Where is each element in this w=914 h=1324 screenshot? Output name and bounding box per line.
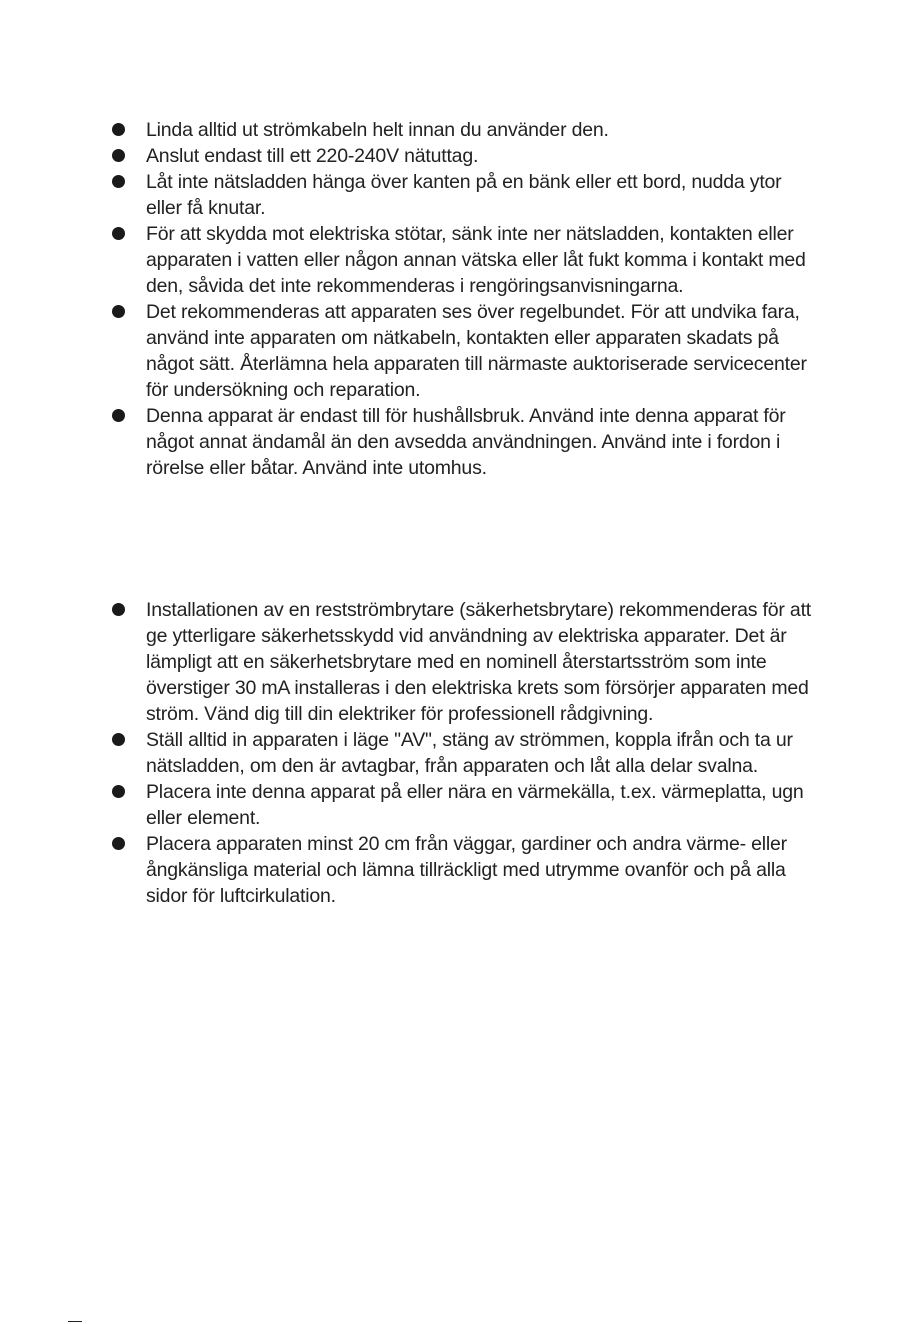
list-item-text: Placera apparaten minst 20 cm från väggar, gardiner och andra värme- eller ångkänsliga material och lämna tillräckligt med utrymme ovanför och på alla sidor för luftcirkulation. <box>146 833 787 907</box>
list-item <box>112 221 812 299</box>
bullet-icon <box>112 409 125 422</box>
bullet-icon <box>112 785 125 798</box>
list-item <box>112 403 812 481</box>
list-item-text: Låt inte nätsladden hänga över kanten på en bänk eller ett bord, nudda ytor eller få knutar. <box>146 171 782 219</box>
list-item <box>112 727 812 779</box>
bullet-icon <box>112 305 125 318</box>
list-item <box>112 117 812 143</box>
list-item <box>112 299 812 403</box>
safety-list-general <box>112 117 812 481</box>
list-item <box>112 143 812 169</box>
safety-list-installation <box>112 597 812 909</box>
list-item <box>112 169 812 221</box>
list-item-text: Installationen av en restströmbrytare (säkerhetsbrytare) rekommenderas för att ge ytterligare säkerhetsskydd vid användning av elektriska apparater. Det är lämpligt att en säkerhetsbrytare med en nominell återstartsström som inte överstiger 30 mA installeras i den elektriska krets som försörjer apparaten med ström. Vänd dig till din elektriker för professionell rådgivning. <box>146 599 812 725</box>
bullet-icon <box>112 149 125 162</box>
list-item <box>112 831 812 909</box>
list-item-text: För att skydda mot elektriska stötar, sänk inte ner nätsladden, kontakten eller apparaten i vatten eller någon annan vätska eller låt fukt komma i kontakt med den, såvida det inte rekommenderas i rengöringsanvisningarna. <box>146 223 806 297</box>
list-item-text: Det rekommenderas att apparaten ses över regelbundet. För att undvika fara, använd inte apparaten om nätkabeln, kontakten eller apparaten skadats på något sätt. Återlämna hela apparaten till närmaste auktoriserade servicecenter för undersökning och reparation. <box>146 301 807 401</box>
list-item <box>112 779 812 831</box>
list-item <box>112 597 812 727</box>
bullet-icon <box>112 227 125 240</box>
list-item-text: Anslut endast till ett 220-240V nätuttag. <box>146 145 479 167</box>
list-item-text: Placera inte denna apparat på eller nära en värmekälla, t.ex. värmeplatta, ugn eller element. <box>146 781 804 829</box>
bullet-icon <box>112 123 125 136</box>
bullet-icon <box>112 175 125 188</box>
list-item-text: Denna apparat är endast till för hushållsbruk. Använd inte denna apparat för något annat ändamål än den avsedda användningen. Använd inte i fordon i rörelse eller båtar. Använd inte utomhus. <box>146 405 786 479</box>
bullet-icon <box>112 603 125 616</box>
bullet-icon <box>112 837 125 850</box>
list-item-text: Ställ alltid in apparaten i läge "AV", stäng av strömmen, koppla ifrån och ta ur nätsladden, om den är avtagbar, från apparaten och låt alla delar svalna. <box>146 729 793 777</box>
bullet-icon <box>112 733 125 746</box>
footer-rule <box>68 1321 82 1322</box>
list-item-text: Linda alltid ut strömkabeln helt innan du använder den. <box>146 119 609 141</box>
